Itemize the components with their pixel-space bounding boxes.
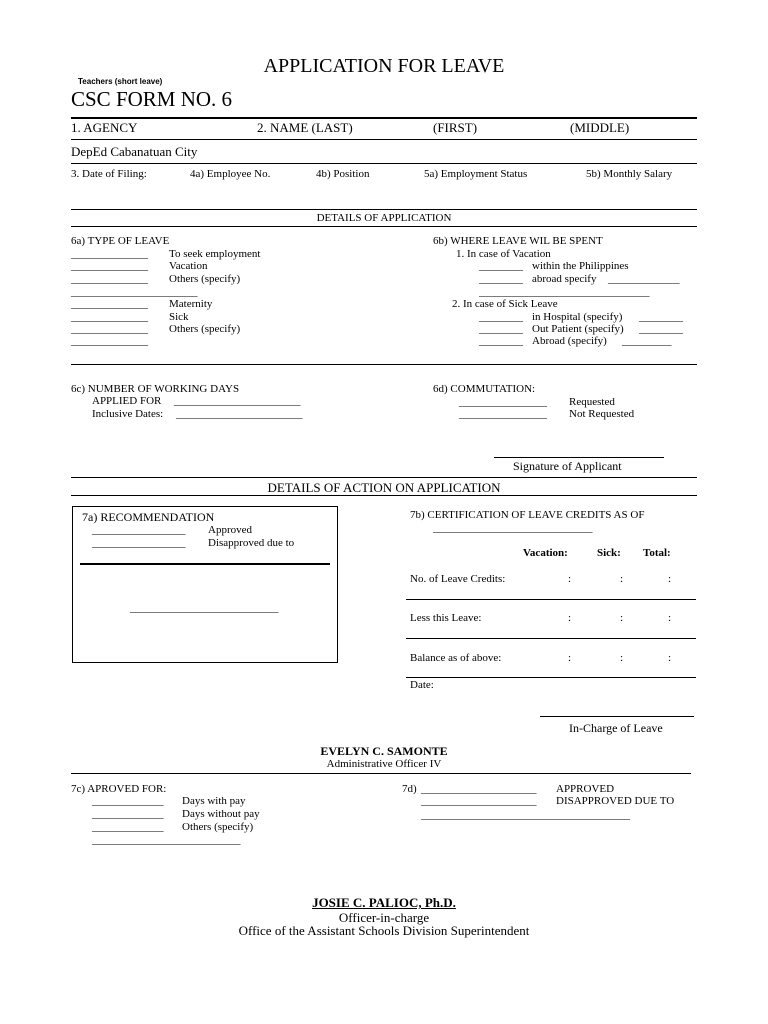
abroad-specify-label: abroad specify bbox=[532, 273, 597, 285]
within-ph-label: within the Philippines bbox=[532, 260, 629, 272]
others-label: Others (specify) bbox=[169, 273, 241, 285]
section-6-rule bbox=[71, 364, 697, 365]
sick-label: Sick bbox=[169, 311, 189, 323]
certification-date-blank: _____________________________ bbox=[433, 522, 593, 534]
officer1-title: Administrative Officer IV bbox=[326, 758, 442, 770]
name-middle-label: (MIDDLE) bbox=[570, 120, 630, 135]
colon: : bbox=[568, 573, 572, 585]
blank-within-ph: ________ bbox=[479, 260, 523, 272]
form-title: APPLICATION FOR LEAVE bbox=[263, 55, 505, 77]
applied-for-blank: _______________________ bbox=[174, 395, 301, 407]
officer1-rule bbox=[71, 773, 691, 774]
details-rule bbox=[71, 226, 697, 227]
requested-label: Requested bbox=[569, 396, 615, 408]
blank-others-specify-2: ______________ bbox=[71, 335, 148, 347]
cert-date-label: Date: bbox=[410, 679, 434, 691]
officer2-title: Officer-in-charge bbox=[338, 910, 430, 925]
agency-label: 1. AGENCY bbox=[71, 120, 138, 135]
colon: : bbox=[668, 612, 672, 624]
inclusive-dates-label: Inclusive Dates: bbox=[92, 408, 164, 420]
less-leave-rule bbox=[406, 638, 696, 639]
others-blank: _____________ bbox=[92, 821, 164, 833]
in-hospital-label: in Hospital (specify) bbox=[532, 311, 623, 323]
decision-approved-label: APPROVED bbox=[556, 783, 615, 795]
details-application-heading: DETAILS OF APPLICATION bbox=[316, 212, 452, 224]
approved-blank: _________________ bbox=[92, 524, 186, 536]
others-label-2: Others (specify) bbox=[169, 323, 241, 335]
incharge-line bbox=[540, 716, 694, 717]
disapproved-label: Disapproved due to bbox=[208, 537, 295, 549]
colon: : bbox=[568, 652, 572, 664]
sick-case-label: 2. In case of Sick Leave bbox=[452, 298, 558, 310]
employee-no-label: 4a) Employee No. bbox=[190, 168, 271, 180]
with-pay-blank: _____________ bbox=[92, 795, 164, 807]
action-top-rule bbox=[71, 477, 697, 478]
vacation-case-label: 1. In case of Vacation bbox=[456, 248, 551, 260]
blank-seek: ______________ bbox=[71, 248, 148, 260]
blank-abroad-line: _______________________________ bbox=[479, 286, 650, 298]
leave-credits-label: No. of Leave Credits: bbox=[410, 573, 506, 585]
working-days-heading: 6c) NUMBER OF WORKING DAYS bbox=[71, 383, 240, 395]
blank-out-patient: ________ bbox=[479, 323, 523, 335]
top-rule bbox=[71, 117, 697, 119]
colon: : bbox=[620, 573, 624, 585]
abroad-sick-label: Abroad (specify) bbox=[532, 335, 607, 347]
col-vacation: Vacation: bbox=[523, 547, 568, 559]
recommendation-rule bbox=[80, 563, 330, 565]
with-pay-label: Days with pay bbox=[182, 795, 246, 807]
blank-vacation: ______________ bbox=[71, 260, 148, 272]
inclusive-dates-blank: _______________________ bbox=[176, 408, 303, 420]
blank-abroad: ________ bbox=[479, 273, 523, 285]
position-label: 4b) Position bbox=[316, 168, 370, 180]
name-first-label: (FIRST) bbox=[433, 120, 478, 135]
name-last-label: 2. NAME (LAST) bbox=[257, 120, 353, 135]
colon: : bbox=[620, 652, 624, 664]
officer1-name: EVELYN C. SAMONTE bbox=[320, 744, 448, 758]
incharge-label: In-Charge of Leave bbox=[569, 721, 663, 735]
approved-for-heading: 7c) APROVED FOR: bbox=[71, 783, 167, 795]
blank-hospital-specify: ________ bbox=[639, 311, 683, 323]
certification-heading: 7b) CERTIFICATION OF LEAVE CREDITS AS OF bbox=[410, 509, 645, 521]
signature-applicant-label: Signature of Applicant bbox=[513, 459, 622, 473]
col-total: Total: bbox=[643, 547, 671, 559]
row1-rule bbox=[71, 139, 697, 140]
commutation-heading: 6d) COMMUTATION: bbox=[433, 383, 536, 395]
requested-blank: ________________ bbox=[459, 396, 547, 408]
less-leave-label: Less this Leave: bbox=[410, 612, 482, 624]
without-pay-label: Days without pay bbox=[182, 808, 260, 820]
disapproved-blank: _________________ bbox=[92, 537, 186, 549]
signature-line bbox=[494, 457, 664, 458]
colon: : bbox=[668, 652, 672, 664]
without-pay-blank: _____________ bbox=[92, 808, 164, 820]
blank-others: ______________ bbox=[71, 273, 148, 285]
not-requested-blank: ________________ bbox=[459, 408, 547, 420]
maternity-label: Maternity bbox=[169, 298, 213, 310]
not-requested-label: Not Requested bbox=[569, 408, 635, 420]
decision-reason-blank: ______________________________________ bbox=[421, 809, 630, 821]
blank-abroad-sick-specify: _________ bbox=[622, 335, 672, 347]
blank-maternity: ______________ bbox=[71, 298, 148, 310]
seek-employment-label: To seek employment bbox=[169, 248, 261, 260]
balance-rule bbox=[406, 677, 696, 678]
action-bottom-rule bbox=[71, 495, 697, 496]
recommendation-sign-blank: ___________________________ bbox=[130, 602, 279, 614]
decision-approved-blank: _____________________ bbox=[421, 783, 537, 795]
credits-rule bbox=[406, 599, 696, 600]
recommendation-heading: 7a) RECOMMENDATION bbox=[82, 510, 215, 524]
balance-label: Balance as of above: bbox=[410, 652, 502, 664]
employment-status-label: 5a) Employment Status bbox=[424, 168, 528, 180]
blank-abroad-sick: ________ bbox=[479, 335, 523, 347]
decision-disapproved-blank: _____________________ bbox=[421, 795, 537, 807]
out-patient-label: Out Patient (specify) bbox=[532, 323, 624, 335]
form-number: CSC FORM NO. 6 bbox=[71, 87, 233, 111]
details-action-heading: DETAILS OF ACTION ON APPLICATION bbox=[267, 480, 501, 495]
where-spent-heading: 6b) WHERE LEAVE WIL BE SPENT bbox=[433, 235, 603, 247]
colon: : bbox=[620, 612, 624, 624]
blank-out-patient-specify: ________ bbox=[639, 323, 683, 335]
form-subtitle: Teachers (short leave) bbox=[78, 77, 163, 86]
decision-label: 7d) bbox=[402, 783, 417, 795]
colon: : bbox=[568, 612, 572, 624]
decision-disapproved-label: DISAPPROVED DUE TO bbox=[556, 795, 675, 807]
approved-label: Approved bbox=[208, 524, 252, 536]
type-of-leave-heading: 6a) TYPE OF LEAVE bbox=[71, 235, 170, 247]
monthly-salary-label: 5b) Monthly Salary bbox=[586, 168, 673, 180]
row2-rule bbox=[71, 209, 697, 210]
officer2-office: Office of the Assistant Schools Division Superintendent bbox=[238, 923, 530, 938]
applied-for-label: APPLIED FOR bbox=[92, 395, 162, 407]
colon: : bbox=[668, 573, 672, 585]
vacation-label: Vacation bbox=[169, 260, 208, 272]
approved-others-label: Others (specify) bbox=[182, 821, 254, 833]
row1-bottom-rule bbox=[71, 163, 697, 164]
blank-sick: ______________ bbox=[71, 311, 148, 323]
blank-others-2: ______________ bbox=[71, 323, 148, 335]
others-specify-blank: ___________________________ bbox=[92, 834, 241, 846]
agency-value: DepEd Cabanatuan City bbox=[71, 144, 198, 159]
blank-hospital: ________ bbox=[479, 311, 523, 323]
col-sick: Sick: bbox=[597, 547, 621, 559]
blank-abroad-specify: _____________ bbox=[608, 273, 680, 285]
officer2-name: JOSIE C. PALIOC, Ph.D. bbox=[312, 895, 456, 910]
date-filing-label: 3. Date of Filing: bbox=[71, 168, 147, 180]
blank-others-specify: _______________________ bbox=[71, 286, 198, 298]
